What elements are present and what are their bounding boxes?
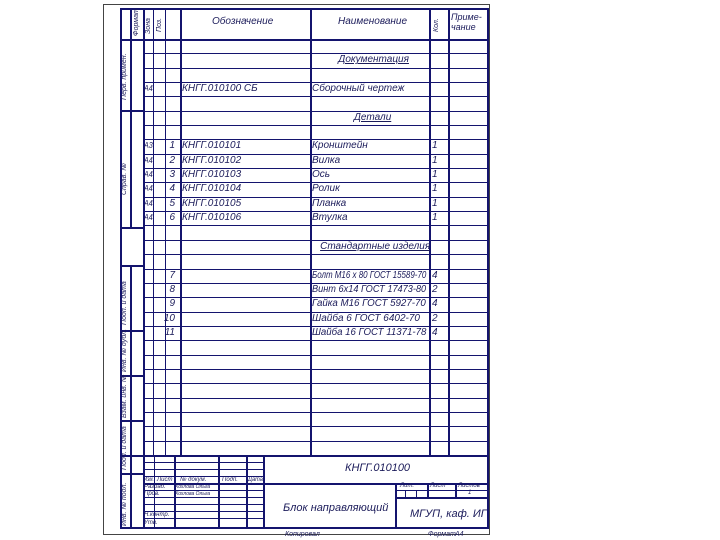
cell-designation: КНГГ.010101 [182,140,242,152]
column-divider [448,8,450,455]
cell-format: А4 [144,155,153,165]
cell-name: Планка [312,197,347,209]
row-line [143,68,489,69]
header-zone: Зона [145,18,152,34]
row-line [143,340,489,341]
column-divider [429,8,431,455]
cell-qty: 1 [432,183,438,195]
section-heading: Детали [353,111,392,123]
footer-copied: Копировал [285,531,320,538]
title-listov-value: 1 [468,490,472,496]
side-inv-podl: Инв. № подл. [121,482,128,526]
row-line [143,426,489,427]
cell-designation: КНГГ.010106 [182,212,242,224]
column-divider [310,8,312,455]
title-utv: Утв. [144,520,158,526]
title-divider [455,483,457,497]
cell-pos: 3 [169,169,175,181]
title-razrab-name: Хохлова Ольга [175,484,211,490]
title-row-line [395,490,489,491]
cell-qty: 2 [432,312,438,324]
side-strip-line [120,110,143,112]
title-divider [427,483,429,497]
cell-name: Винт 6х14 ГОСТ 17473-80 [312,283,427,295]
title-nkontr: Н.контр. [144,512,170,518]
title-data: Дата [248,477,263,483]
title-lit-label: Лит. [400,483,415,489]
cell-name: Ролик [312,183,340,195]
title-doc-no: № докум. [180,477,207,483]
row-line [143,240,489,241]
cell-qty: 1 [432,140,438,152]
title-org: МГУП, каф. ИГ [410,508,487,520]
header-divider [120,39,489,41]
section-heading: Документация [338,54,409,66]
column-divider [165,8,166,455]
side-inv-dubl: Инв. № дубл. [121,328,128,372]
cell-designation: КНГГ.010102 [182,154,242,166]
column-divider [153,8,154,455]
row-line [143,398,489,399]
cell-pos: 9 [169,298,175,310]
cell-name: Шайба 16 ГОСТ 11371-78 [312,326,427,338]
cell-qty: 2 [432,283,438,295]
cell-format: А4 [144,184,153,194]
cell-pos: 11 [164,326,175,338]
header-name: Наименование [338,16,408,27]
row-line [143,96,489,97]
side-strip-line [120,420,143,422]
title-name: Блок направляющий [283,502,389,514]
cell-qty: 4 [432,269,438,281]
cell-pos: 5 [169,197,175,209]
cell-format: А4 [144,198,153,208]
row-line [143,441,489,442]
side-podp-data-2: Подп. и дата [121,426,128,470]
title-code: КНГГ.010100 [345,462,411,474]
cell-format: А4 [144,170,153,180]
cell-name: Кронштейн [312,140,368,152]
header-note: Приме-чание [451,12,482,32]
side-sprav-no: Справ. № [121,163,128,195]
cell-qty: 1 [432,169,438,181]
cell-qty: 4 [432,326,438,338]
row-line [143,369,489,370]
header-designation: Обозначение [212,16,274,27]
cell-designation: КНГГ.010104 [182,183,242,195]
title-prov-name: Хохлова Ольга [175,491,211,497]
column-divider [143,8,145,455]
side-strip-divider [130,265,132,528]
row-line [143,111,489,112]
title-divider [416,490,417,497]
header-qty: Кол. [433,18,440,32]
row-line [143,225,489,226]
footer-format-label: Формат [428,531,456,538]
title-list-col: Лист [157,477,173,483]
footer-format-value: А4 [455,531,464,538]
row-line [143,254,489,255]
side-strip-line [120,473,143,475]
side-strip-line [120,227,143,229]
side-perv-primen: Перв. примен. [121,53,128,100]
cell-designation: КНГГ.010100 СБ [182,83,258,95]
row-line [143,125,489,126]
cell-designation: КНГГ.010103 [182,169,242,181]
cell-qty: 1 [432,197,438,209]
title-izm: Изм. [144,477,154,483]
cell-name: Вилка [312,154,341,166]
cell-name: Шайба 6 ГОСТ 6402-70 [312,312,420,324]
title-listov-label: Листов [458,483,480,489]
cell-name: Ось [312,169,331,181]
side-strip-line [120,265,143,267]
row-line [143,412,489,413]
cell-name: Втулка [312,212,348,224]
cell-pos: 2 [169,154,175,166]
cell-pos: 8 [169,283,175,295]
cell-qty: 1 [432,154,438,166]
title-podp: Подп. [222,477,238,483]
cell-pos: 1 [169,140,175,152]
title-prov: Пров. [144,491,160,497]
cell-format: А4 [144,213,153,223]
side-vzam-inv: Взам. инв. № [121,374,128,418]
title-row-line [143,469,263,470]
row-line [143,355,489,356]
title-row-line [143,504,263,505]
cell-name: Гайка М16 ГОСТ 5927-70 [312,298,426,310]
cell-qty: 1 [432,212,438,224]
cell-format: А3 [144,141,153,151]
cell-qty: 4 [432,298,438,310]
title-row-line [395,497,489,499]
title-list-label: Лист [430,483,446,489]
header-pos: Поз. [156,17,163,32]
cell-name: Сборочный чертеж [312,83,405,95]
cell-designation: КНГГ.010105 [182,197,242,209]
section-heading: Стандартные изделия [320,240,431,252]
cell-pos: 7 [169,269,175,281]
cell-pos: 6 [169,212,175,224]
title-divider [263,455,265,528]
column-divider [180,8,182,455]
title-divider [405,490,406,497]
side-podp-data-1: Подп. и дата [121,281,128,325]
row-line [143,383,489,384]
header-format: Формат [133,8,140,36]
row-line [143,53,489,54]
cell-pos: 10 [163,312,175,324]
title-row-line [143,462,263,463]
cell-format: А4 [144,84,153,94]
cell-name: Болт М16 х 80 ГОСТ 15589-70 [312,269,427,281]
cell-pos: 4 [169,183,175,195]
title-razrab: Разраб. [144,484,166,490]
